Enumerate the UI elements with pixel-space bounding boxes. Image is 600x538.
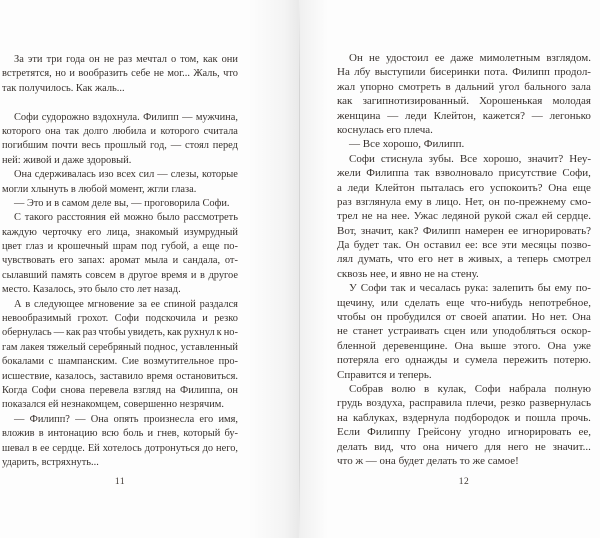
text-line: так получилось. Как жаль... [2, 82, 125, 94]
text-line: обернулась — как раз чтобы увидеть, как рухнул к но- [2, 327, 238, 339]
text-line: не станет устраивать сцен или уподобляться оскор- [337, 325, 591, 338]
text-line: цвет глаз и крошечный шрам под губой, а еще по- [2, 241, 238, 253]
text-line: а леди Клейтон пыталась его успокоить? Она еще [337, 181, 591, 194]
text-line: — Все хорошо, Филипп. [349, 138, 465, 151]
text-line: встретятся, но и вообразить себе не мог... Жаль, что [2, 68, 238, 80]
right-page-text [337, 51, 591, 468]
text-line: На лбу выступили бисеринки пота. Филипп продол- [337, 66, 591, 79]
text-line: С такого расстояния ей можно было рассмотреть [14, 212, 238, 224]
text-line: Он не удостоил ее даже мимолетным взглядом. [349, 52, 591, 64]
text-line: потеряла его однажды и сумела пережить потерю. [337, 354, 591, 367]
page-spine [299, 0, 300, 538]
text-line: могли хлынуть в любой момент, жгли глаза. [2, 183, 197, 195]
text-line: каждую черточку его лица, знакомый изумрудный [2, 226, 238, 238]
text-line: чтобы он пробудился от своей апатии. Но нет. Она [337, 311, 591, 324]
text-line: исшествие, казалось, заставило время остановиться. [2, 370, 238, 382]
text-line: грудь воздуха, расправила плечи, резко развернулась [337, 397, 591, 410]
text-line: шевал в ее сердце. Ей хотелось дотронуться до него, [2, 442, 238, 454]
text-line: что ж — она будет делать то же самое! [337, 454, 519, 467]
gutter-shadow-right [300, 0, 328, 538]
text-line: место. Казалось, это было сто лет назад. [2, 284, 181, 296]
text-line: лял думать, что его нет в живых, а теперь смотрел [337, 253, 591, 266]
text-line: жал упорно смотреть в дальний угол бального зала [337, 80, 591, 93]
text-line: Вот, значит, как? Филипп намерен ее игнорировать? [337, 224, 591, 237]
text-line: бокалами с шампанским. Сие возмутительное про- [2, 356, 238, 368]
left-page-number: 11 [114, 477, 126, 487]
text-line: женщина — леди Клейтон, кажется? — легонько [337, 109, 591, 122]
text-line: — Филипп? — Она опять произнесла его имя, [14, 413, 238, 425]
text-line: гам лакея тяжелый серебряный поднос, уставленный [2, 341, 238, 353]
text-line: Справится и теперь. [337, 368, 432, 381]
text-line: сылавший память совсем в другое время и в другое [2, 269, 238, 281]
text-line: показался ей незнакомцем, совершенно незрячим. [2, 399, 224, 411]
text-line: чувствовать его запах: аромат мыла и сандала, от- [2, 255, 238, 267]
text-line: Когда Софи снова перевела взгляд на Филиппа, он [2, 384, 238, 396]
scene-break [2, 96, 238, 110]
text-line: ударить, встряхнуть... [2, 456, 99, 468]
text-line: невообразимый грохот. Софи подскочила и резко [2, 313, 238, 325]
text-line: раз взглянула ему в лицо. Нет, он по-прежнему смо- [337, 195, 591, 208]
text-line: бленной деревенщине. Она выше этого. Она уже [337, 339, 591, 352]
gutter-shadow-left [248, 0, 299, 538]
text-line: на каблуках, вздернула подбородок и пошла прочь. [337, 411, 591, 424]
text-line: Если Филиппу Грейсону угодно игнорировать ее, [337, 426, 591, 439]
text-line: Софи судорожно вздохнула. Филипп — мужчина, [14, 111, 238, 123]
text-line: вложив в интонацию всю боль и гнев, который бу- [2, 428, 238, 440]
text-line: делать вид, что она ничего для него не значит... [337, 440, 591, 453]
text-line: трел не на нее. Ужас ледяной рукой сжал ей сердце. [337, 210, 591, 223]
text-line: жели Филиппа так взволновало присутствие Софи, [337, 167, 591, 180]
text-line: А в следующее мгновение за ее спиной раздался [14, 298, 238, 310]
text-line: Она сдерживалась изо всех сил — слезы, которые [14, 169, 238, 181]
left-page-text [2, 53, 238, 470]
text-line: Да будет так. Он оставил ее: все эти месяцы позво- [337, 239, 591, 252]
text-line: коснулась его плеча. [337, 123, 433, 136]
text-line: — Это и в самом деле вы, — проговорила Софи. [14, 197, 230, 209]
text-line: Софи стиснула зубы. Все хорошо, значит? Неу- [349, 152, 591, 165]
text-line: Собрав волю в кулак, Софи набрала полную [349, 382, 591, 395]
text-line: которого она так долго любила и которого считала [2, 125, 238, 137]
text-line: За эти три года он не раз мечтал о том, как они [14, 54, 238, 65]
text-line: щечину, или сделать еще что-нибудь непотребное, [337, 296, 591, 309]
text-line: ней: живой и даже здоровый. [2, 154, 132, 166]
right-page-number: 12 [458, 477, 470, 487]
text-line: погибшим почти весь прошлый год, — стоял перед [2, 140, 238, 152]
text-line: сквозь нее, и явно не на стену. [337, 267, 479, 280]
text-line: У Софи так и чесалась рука: залепить бы ему по- [349, 282, 591, 295]
text-line: как загипнотизированный. Хорошенькая молодая [337, 95, 591, 108]
